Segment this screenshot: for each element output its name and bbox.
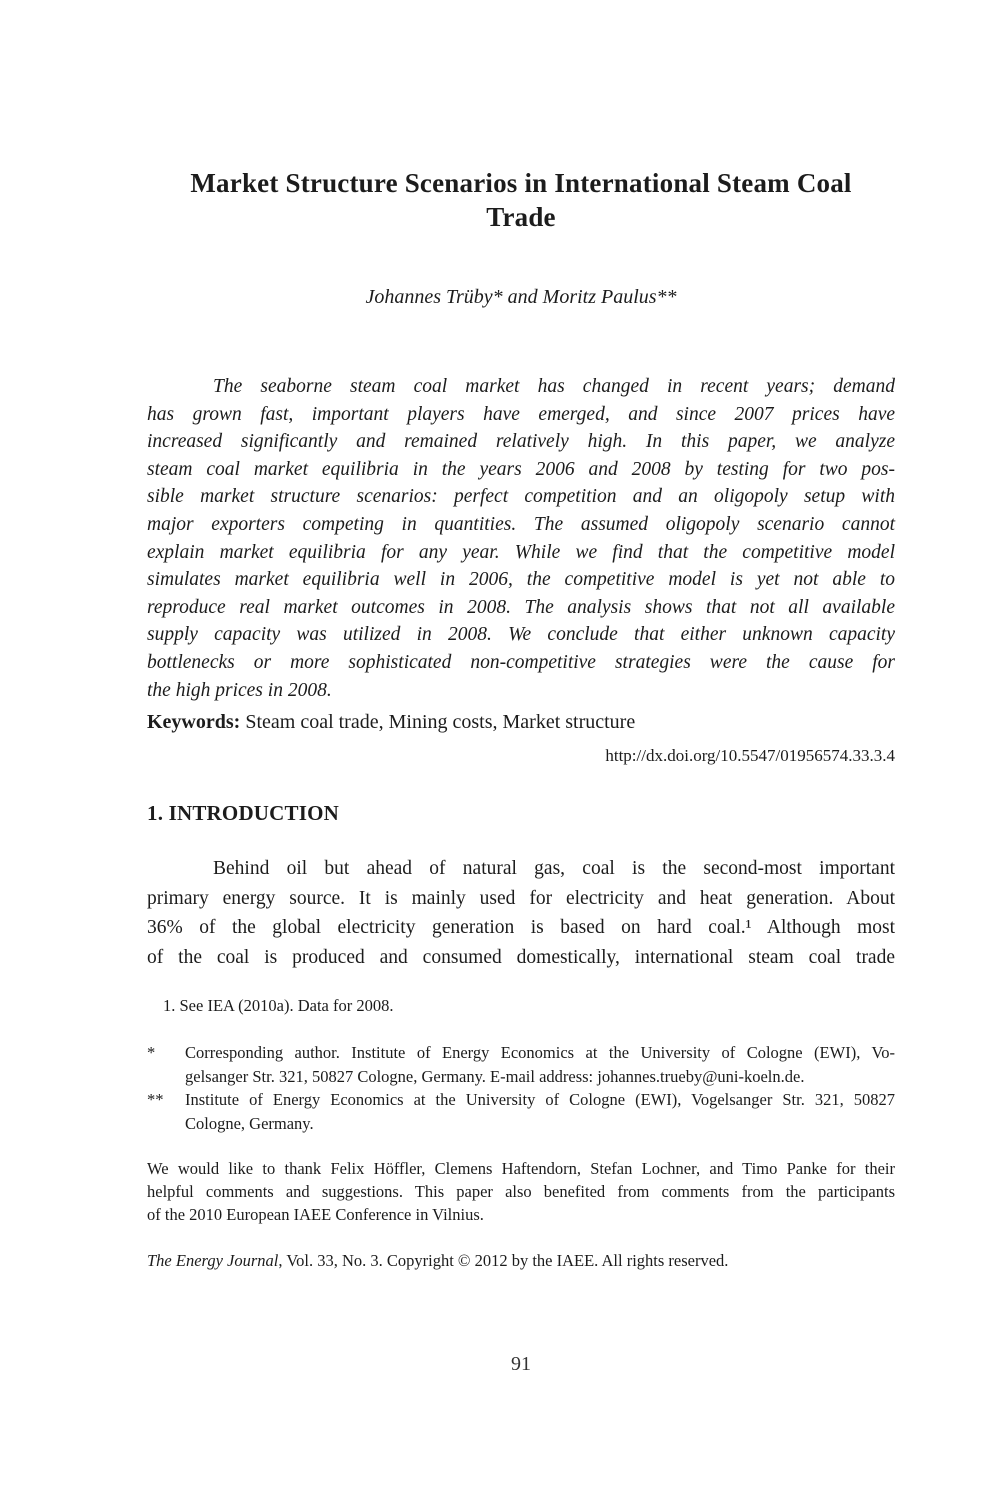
footnote-star-text: Corresponding author. Institute of Energy Economics at the University of Cologne (EWI), Vo- gelsanger Str. 321, 50827 Cologne, Germany. E-mail address: johannes.trueby@uni-koeln.de.	[185, 1043, 895, 1086]
journal-copyright-line	[147, 1251, 895, 1271]
journal-volume-copyright: , Vol. 33, No. 3. Copyright © 2012 by the IAEE. All rights reserved.	[278, 1251, 729, 1270]
footnote-double-star-text: Institute of Energy Economics at the University of Cologne (EWI), Vogelsanger Str. 321, 50827 Cologne, Germany.	[185, 1090, 895, 1133]
footnote-corresponding-author	[147, 1041, 895, 1088]
footnote-affiliation	[147, 1088, 895, 1135]
acknowledgment-note: We would like to thank Felix Höffler, Clemens Haftendorn, Stefan Lochner, and Timo Panke for their helpful comments and suggestions. This paper also benefited from comments from the participants of the 2010 European IAEE Conference in Vilnius.	[147, 1159, 895, 1224]
section-heading-introduction: 1. INTRODUCTION	[147, 801, 340, 825]
author-footnotes	[147, 1041, 895, 1135]
keywords-line	[147, 711, 895, 734]
footnote-1: 1. See IEA (2010a). Data for 2008.	[163, 996, 394, 1015]
footnote-double-star-marker: **	[147, 1090, 164, 1109]
introduction-paragraph: Behind oil but ahead of natural gas, coal is the second-most important primary energy source. It is mainly used for electricity and heat generation. About 36% of the global electricity generation is based on hard coal.¹ Although most of the coal is produced and consumed domestically, international steam coal trade	[147, 858, 895, 968]
authors-line: Johannes Trüby* and Moritz Paulus**	[365, 286, 677, 308]
keywords-text: Steam coal trade, Mining costs, Market structure	[240, 711, 636, 733]
paper-title: Market Structure Scenarios in International Steam Coal Trade	[190, 168, 852, 232]
abstract: The seaborne steam coal market has changed in recent years; demand has grown fast, important players have emerged, and since 2007 prices have increased significantly and remained relatively high. In this paper, we analyze steam coal market equilibria in the years 2006 and 2008 by testing for two pos- sible market structure scenarios: perfect competition and an oligopoly setup with major exporters competing in quantities. The assumed oligopoly scenario cannot explain market equilibria for any year. While we find that the competitive model simulates market equilibria well in 2006, the competitive model is yet not able to reproduce real market outcomes in 2008. The analysis shows that not all available supply capacity was utilized in 2008. We conclude that either unknown capacity bottlenecks or more sophisticated non-competitive strategies were the cause for the high prices in 2008.	[147, 376, 895, 701]
footnote-star-marker: *	[147, 1043, 156, 1062]
journal-name: The Energy Journal	[147, 1251, 279, 1270]
doi-link: http://dx.doi.org/10.5547/01956574.33.3.4	[605, 746, 895, 765]
page-number: 91	[511, 1353, 531, 1375]
keywords-label: Keywords:	[147, 711, 241, 733]
